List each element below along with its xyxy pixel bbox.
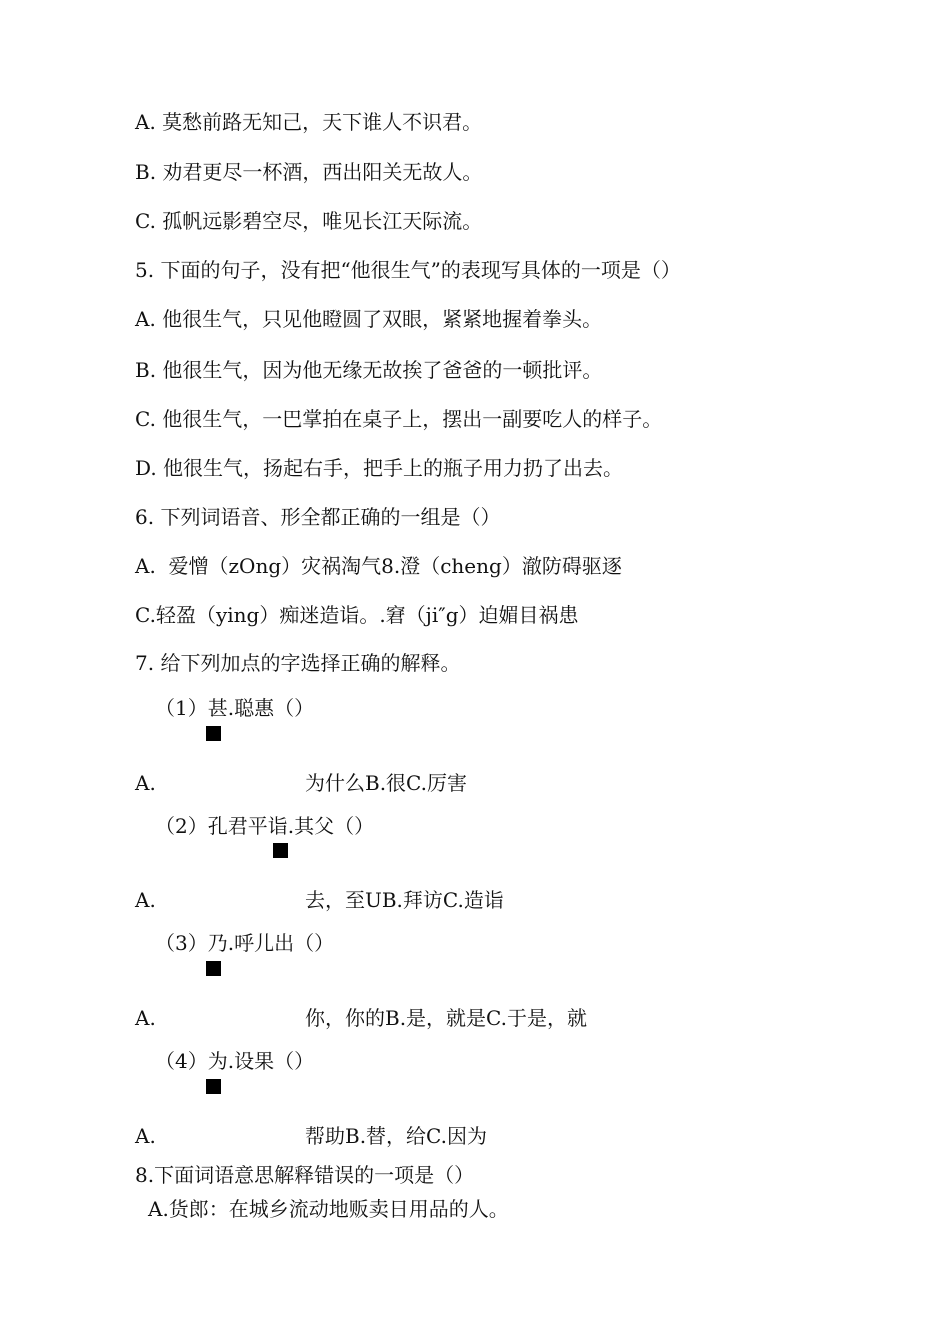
question-6-option-cd: C.轻盈（ying）痴迷造诣。.窘（ji″g）迫媚目祸患 — [135, 603, 579, 627]
question-7-sub-1-options: 为什么B.很C.厉害 — [305, 771, 468, 795]
option-c-text: C. 孤帆远影碧空尽，唯见长江天际流。 — [135, 209, 483, 233]
question-6-option-ab: A. 爱憎（zOng）灾祸淘气8.澄（cheng）澈防碍驱逐 — [135, 554, 622, 578]
option-a-text: A. 莫愁前路无知己，天下谁人不识君。 — [135, 110, 483, 134]
question-7-sub-1-stem: （1）甚.聪惠（） — [155, 696, 315, 720]
question-5-option-c: C. 他很生气，一巴掌拍在桌子上，摆出一副要吃人的样子。 — [135, 407, 663, 431]
question-7-sub-2-stem: （2）孔君平诣.其父（） — [155, 814, 375, 838]
dot-marker-icon — [273, 843, 288, 858]
question-8-option-a: A.货郎：在城乡流动地贩卖日用品的人。 — [148, 1197, 509, 1221]
question-5-option-b: B. 他很生气，因为他无缘无故挨了爸爸的一顿批评。 — [135, 358, 603, 382]
question-5-stem: 5. 下面的句子，没有把“他很生气”的表现写具体的一项是（） — [135, 258, 681, 282]
question-7-sub-4-prefix: A. — [135, 1124, 156, 1148]
question-5-option-a: A. 他很生气，只见他瞪圆了双眼，紧紧地握着拳头。 — [135, 307, 603, 331]
option-b-text: B. 劝君更尽一杯酒，西出阳关无故人。 — [135, 160, 483, 184]
question-8-stem: 8.下面词语意思解释错误的一项是（） — [135, 1163, 475, 1187]
question-7-sub-2-prefix: A. — [135, 888, 156, 912]
question-7-sub-2-options: 去，至UB.拜访C.造诣 — [305, 888, 504, 912]
question-7-sub-3-prefix: A. — [135, 1006, 156, 1030]
question-7-sub-3-options: 你，你的B.是，就是C.于是，就 — [305, 1006, 588, 1030]
question-7-sub-4-options: 帮助B.替，给C.因为 — [305, 1124, 488, 1148]
dot-marker-icon — [206, 961, 221, 976]
dot-marker-icon — [206, 1079, 221, 1094]
question-7-sub-1-prefix: A. — [135, 771, 156, 795]
question-6-stem: 6. 下列词语音、形全都正确的一组是（） — [135, 505, 501, 529]
question-7-sub-3-stem: （3）乃.呼儿出（） — [155, 931, 335, 955]
question-5-option-d: D. 他很生气，扬起右手，把手上的瓶子用力扔了出去。 — [135, 456, 624, 480]
question-7-stem: 7. 给下列加点的字选择正确的解释。 — [135, 651, 461, 675]
dot-marker-icon — [206, 726, 221, 741]
question-7-sub-4-stem: （4）为.设果（） — [155, 1049, 315, 1073]
